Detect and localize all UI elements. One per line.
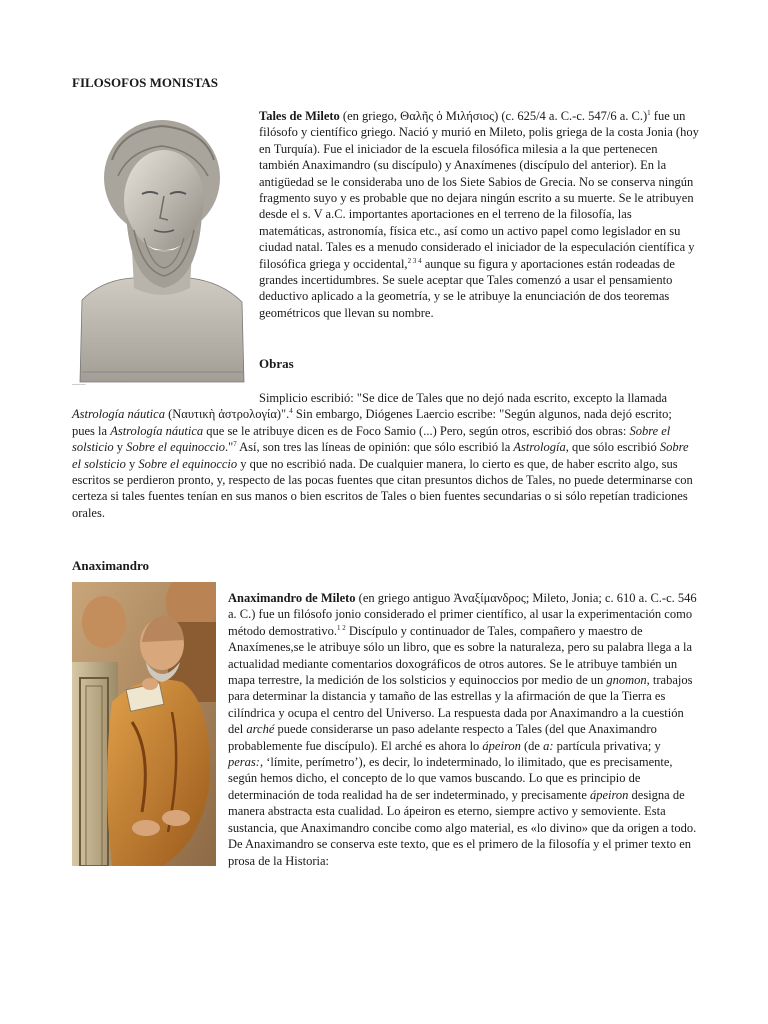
thales-intro: (en griego, Θαλῆς ὁ Μιλήσιος) (c. 625/4 a. C.-c. 547/6 a. C.) [342,109,648,123]
anaximandro-text: partícula privativa; y [553,738,661,753]
svg-text:~~~~~: ~~~~~ [72,383,86,388]
thales-body-2: aunque su figura y aportaciones están rodeadas de grandes incertidumbres. Se suele aceptar que Tales comenzó a usar el pensamiento deductivo aplicado a la geometría, y se le atribuye la enunciación de dos teoremas geométricos que llevan su nombre. [259,256,675,320]
obras-text: y que no escribió nada. De cualquier manera, lo cierto es que, de haber escrito algo, sus escritos se perdieron pronto, y, respecto de las pocas fuentes que citan presuntos dichos de Tales, no puede determinarse con certeza si tales fuentes tenían en sus manos o bien escritos de Tales o bien fuentes secundarias o si sólo repetían tradiciones orales. [72,456,693,520]
anaximandro-italic: ápeiron [482,738,521,753]
anaximandro-italic: peras: [228,755,260,770]
footnote-ref[interactable]: 4 [289,407,293,416]
thales-name: Tales de Mileto [259,109,340,123]
anaximandro-text: (de [520,738,544,753]
anaximandro-text: , ‘límite, perímetro’), es decir, lo indeterminado, lo ilimitado, que es precisamente, según hemos dicho, el concepto de lo que vamos buscando. Lo que es principio de determinación de toda realidad ha de ser indeterminado, y precisamente [228,755,673,802]
thales-paragraph [259,108,699,321]
footnote-ref[interactable]: 1 2 [337,623,346,632]
obras-text: , que sólo escribió [565,440,660,455]
anaximandro-italic: gnomon [606,673,647,688]
obras-italic: Astrología náutica [72,407,165,422]
obras-italic: Astrología [513,440,566,455]
anaximandro-italic: a: [543,738,554,753]
anaximander-painting-image [72,582,216,866]
obras-italic: Sobre el equinoccio [126,440,225,455]
page-title: FILOSOFOS MONISTAS [72,75,219,90]
obras-text: y [113,440,127,455]
obras-italic: Astrología náutica [110,423,204,438]
anaximandro-text: , trabajos para determinar la distancia y tamaño de las estrellas y la afirmación de que la Tierra es cilíndrica y ocupa el centro del Universo. La respuesta dada por Anaximandro a la cuestión del [228,673,693,737]
obras-italic: Sobre el solsticio [72,423,671,455]
obras-text: Así, son tres las líneas de opinión: que sólo escribió la [236,440,514,455]
anaximandro-name: Anaximandro de Mileto [228,591,356,605]
anaximandro-heading: Anaximandro [72,558,150,573]
anaximandro-italic: ápeiron [590,787,629,802]
obras-text: y [125,456,139,471]
anaximandro-italic: arché [246,722,275,737]
thales-bust-image [72,110,248,388]
footnote-ref[interactable]: 2 3 4 [407,256,422,265]
obras-italic: Sobre el equinoccio [138,456,238,471]
obras-text: Sin embargo, Diógenes Laercio escribe: "Según algunos, nada dejó escrito; pues la [72,407,672,438]
obras-text: (Ναυτικὴ ἀστρολογία)". [164,407,290,422]
obras-heading: Obras [259,356,294,371]
obras-text: Simplicio escribió: "Se dice de Tales que no dejó nada escrito, excepto la llamada [259,391,668,405]
footnote-ref[interactable]: 1 [647,109,651,117]
thales-body-1: fue un filósofo y científico griego. Nació y murió en Mileto, polis griega de la costa Jonia (hoy en Turquía). Fue el iniciador de la escuela filosófica milesia a la que pertenecen también Anaximandro (su discípulo) y Anaxímenes (discípulo del anterior). En la antigüedad se le consideraba uno de los Siete Sabios de Grecia. No se conserva ningún fragmento suyo y es probable que no dejara ningún escrito a su muerte. Se le atribuyen desde el s. V a.C. importantes aportaciones en el terreno de la filosofía, las matemáticas, astronomía, física etc., así como un activo papel como legislador en su ciudad natal. Tales es a menudo considerado el iniciador de la especulación científica y filosófica griega y occidental, [259,109,699,271]
anaximandro-text: designa de manera abstracta esta cualidad. Lo ápeiron es eterno, siempre activo y semoviente. Esta sustancia, que Anaximandro concibe como algo material, es «lo divino» que da origen a todo. De Anaximandro se conserva este texto, que es el primero de la filosofía y el primer texto en prosa de la Historia: [228,787,697,868]
obras-paragraph [72,390,696,521]
anaximandro-text: Discípulo y continuador de Tales, compañero y maestro de Anaxímenes,se le atribuye sólo un libro, que es sobre la naturaleza, pero su palabra llega a la actualidad mediante comentarios doxográficos de otros autores. Se le atribuye también un mapa terrestre, la medición de los solsticios y equinoccios por medio de un [228,623,693,688]
footnote-ref[interactable]: 7 [233,440,237,449]
anaximandro-text: puede considerarse un paso adelante respecto a Tales (del que Anaximandro probablemente fue discípulo). El arché es ahora lo [228,722,657,753]
obras-text: ." [224,440,234,455]
anaximandro-text: (en griego antiguo Ἀναξίμανδρος; Mileto, Jonia; c. 610 a. C.-c. 546 a. C.) fue un filósofo jonio considerado el primer científico, al usar la experimentación como método demostrativo. [228,591,697,638]
obras-text: que se le atribuye dicen es de Foco Samio (...) Pero, según otros, escribió dos obras: [203,423,630,438]
obras-italic: Sobre el solsticio [72,440,689,471]
anaximandro-paragraph [228,590,698,869]
